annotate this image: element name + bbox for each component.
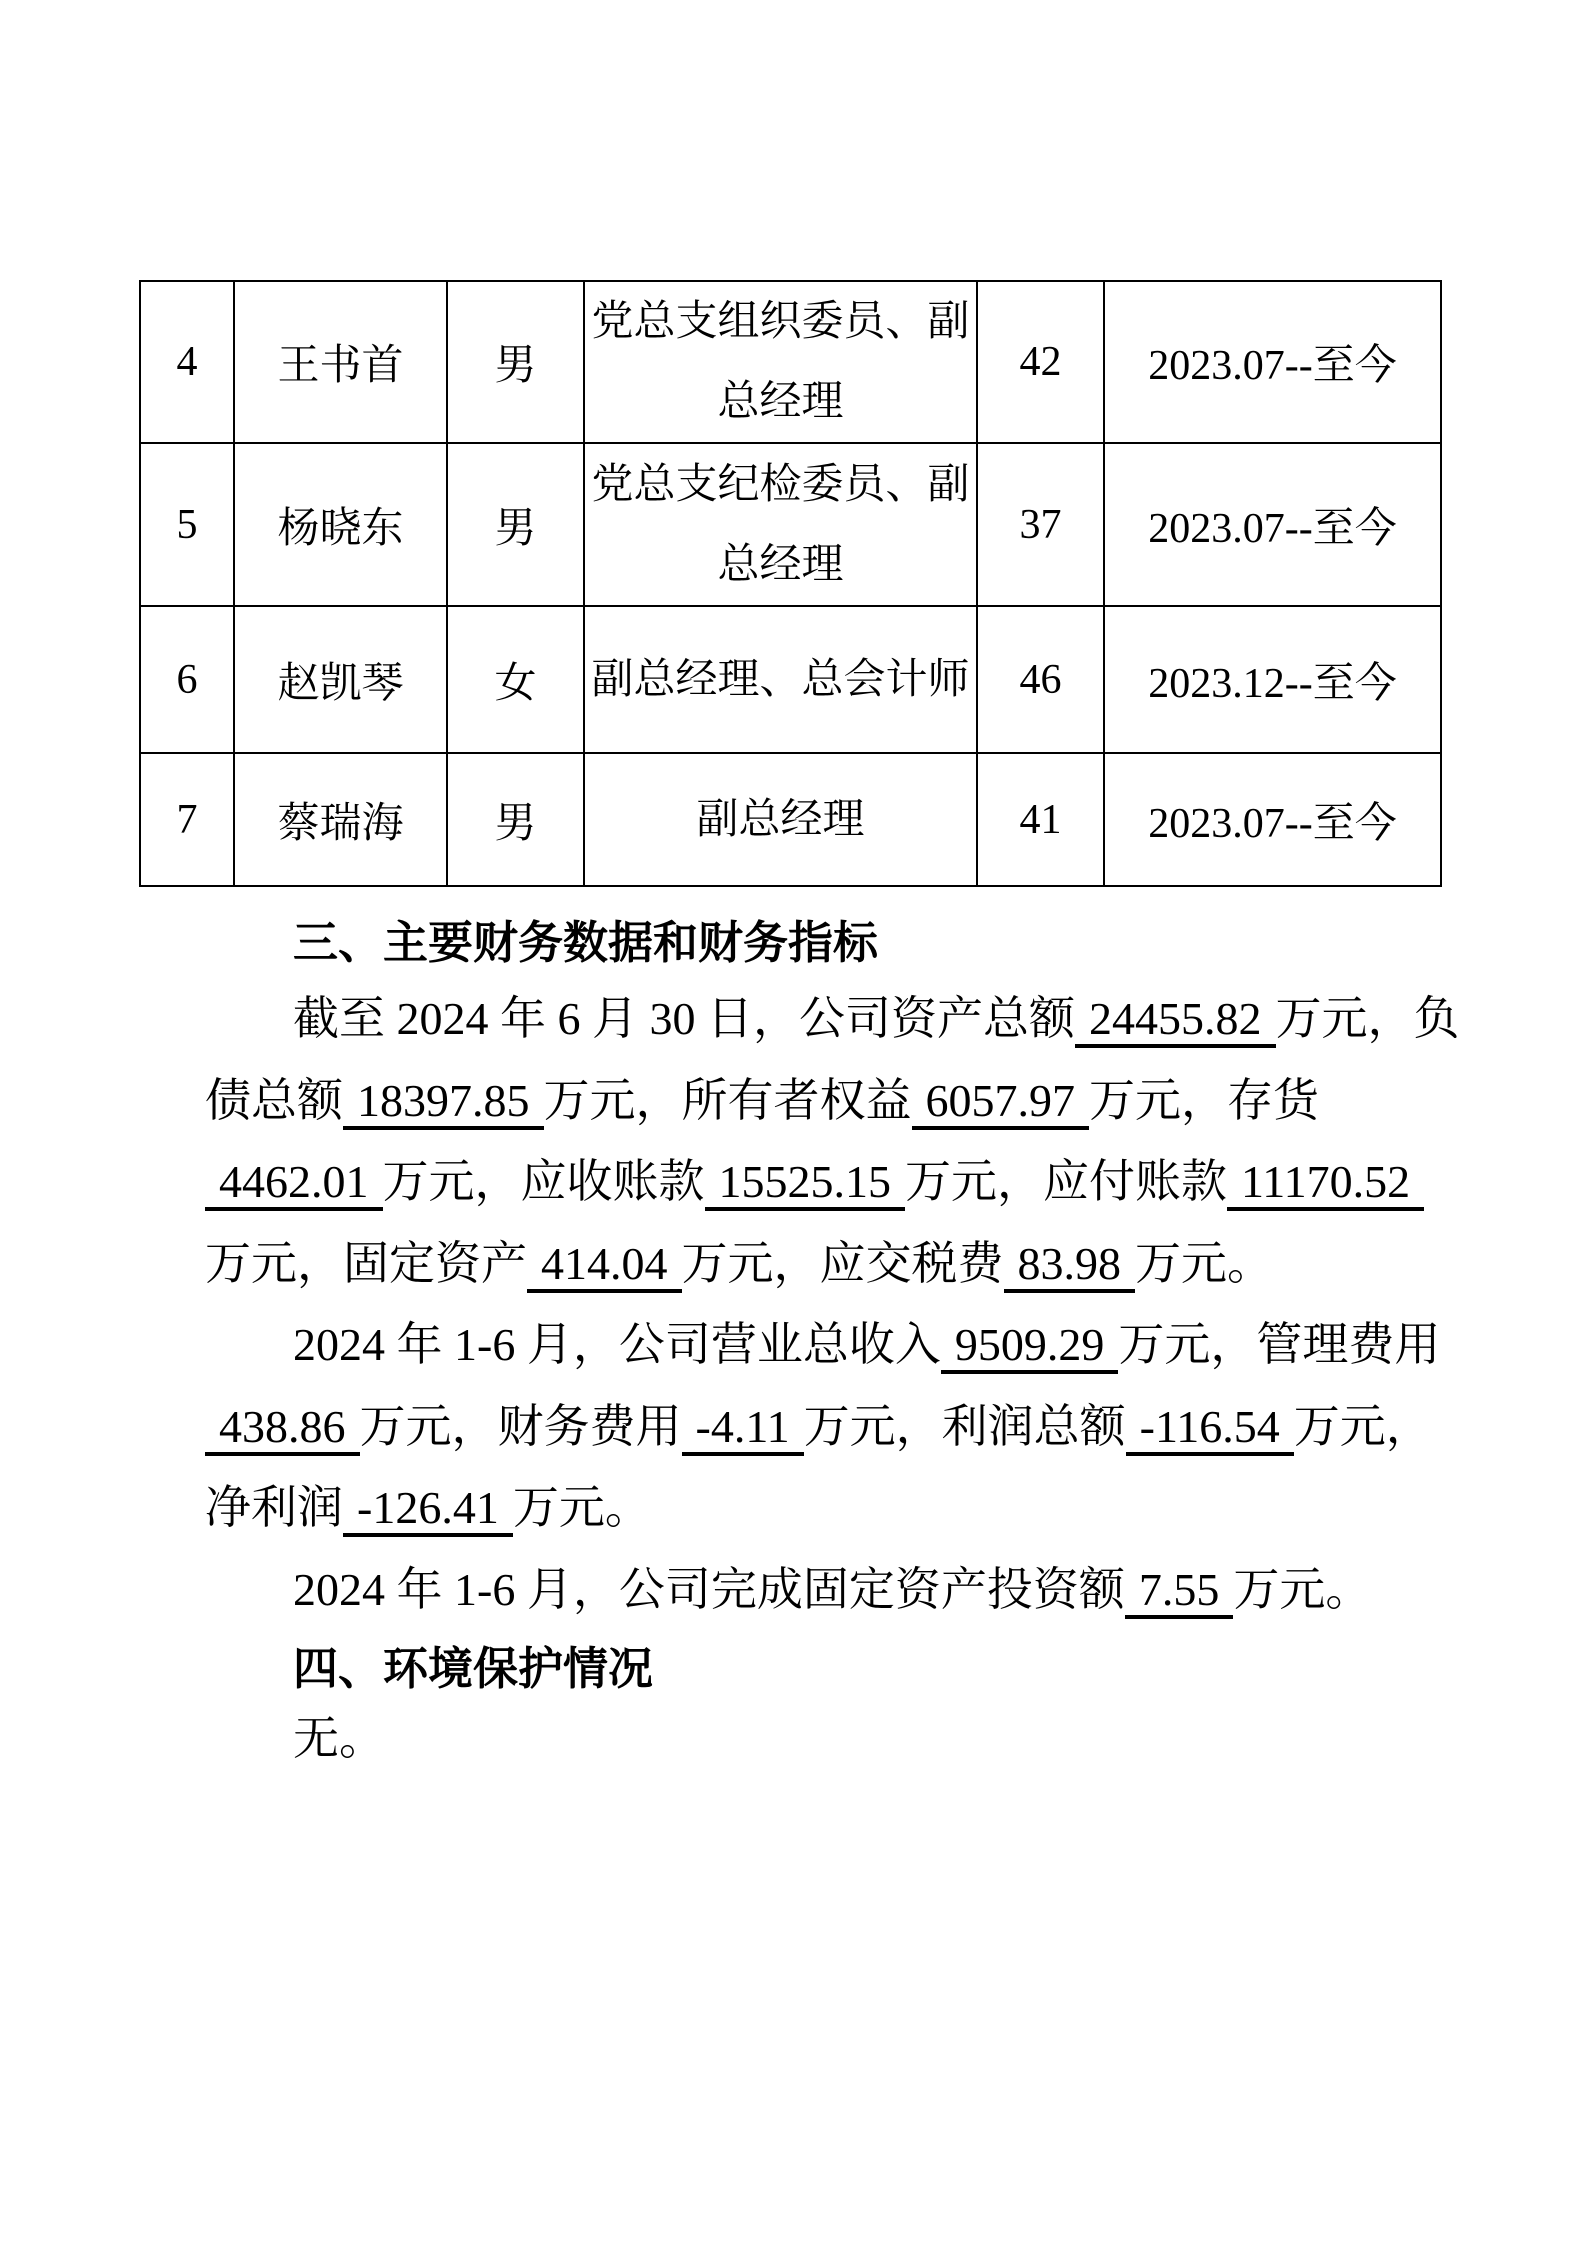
underlined-value: -4.11 <box>682 1401 804 1456</box>
officer-gender: 男 <box>447 281 584 443</box>
officer-no: 7 <box>140 753 234 886</box>
underlined-value: -116.54 <box>1126 1401 1294 1456</box>
officer-age: 46 <box>977 606 1104 753</box>
line-text: 万元。 <box>1135 1238 1273 1289</box>
officer-name: 王书首 <box>234 281 447 443</box>
officer-name: 蔡瑞海 <box>234 753 447 886</box>
underlined-value: 11170.52 <box>1227 1156 1424 1211</box>
line-text: 万元，固定资产 <box>205 1238 527 1289</box>
underlined-value: 18397.85 <box>343 1075 544 1130</box>
underlined-value: 414.04 <box>527 1238 682 1293</box>
line-text: 万元，管理费用 <box>1118 1319 1441 1370</box>
underlined-value: 7.55 <box>1125 1564 1234 1619</box>
line-text: 万元，应付账款 <box>905 1156 1227 1207</box>
table-row <box>140 606 1441 753</box>
finance-paragraph-line <box>293 1316 1440 1374</box>
line-text: 万元，负 <box>1275 993 1460 1044</box>
table-row <box>140 443 1441 606</box>
officer-name: 杨晓东 <box>234 443 447 606</box>
officer-gender: 女 <box>447 606 584 753</box>
line-text: 万元，利润总额 <box>803 1401 1126 1452</box>
officer-no: 5 <box>140 443 234 606</box>
officer-position: 副总经理、总会计师 <box>584 606 977 753</box>
underlined-value: 4462.01 <box>205 1156 383 1211</box>
line-text: 万元， <box>1293 1401 1432 1452</box>
line-text: 万元，所有者权益 <box>543 1075 912 1126</box>
environment-section-content: 无。 <box>293 1713 385 1764</box>
officer-position: 党总支组织委员、副总经理 <box>584 281 977 443</box>
officer-age: 37 <box>977 443 1104 606</box>
officer-position: 副总经理 <box>584 753 977 886</box>
finance-paragraph-line <box>205 1479 651 1537</box>
line-text: 2024 年 1-6 月，公司完成固定资产投资额 <box>293 1564 1125 1615</box>
finance-paragraph-line <box>205 1153 1424 1211</box>
officer-position: 党总支纪检委员、副总经理 <box>584 443 977 606</box>
line-text: 万元。 <box>1233 1564 1372 1615</box>
officer-name: 赵凯琴 <box>234 606 447 753</box>
underlined-value: 438.86 <box>205 1401 360 1456</box>
line-text: 万元，应收账款 <box>382 1156 705 1207</box>
line-text: 万元，财务费用 <box>359 1401 682 1452</box>
underlined-value: 6057.97 <box>912 1075 1090 1130</box>
officer-tenure: 2023.07--至今 <box>1104 281 1441 443</box>
finance-section-heading: 三、主要财务数据和财务指标 <box>293 917 879 968</box>
officer-tenure: 2023.12--至今 <box>1104 606 1441 753</box>
line-text: 万元，存货 <box>1089 1075 1319 1126</box>
underlined-value: 15525.15 <box>705 1156 906 1211</box>
line-text: 债总额 <box>205 1075 343 1126</box>
officer-age: 42 <box>977 281 1104 443</box>
underlined-value: -126.41 <box>343 1482 513 1537</box>
officer-age: 41 <box>977 753 1104 886</box>
line-text: 净利润 <box>205 1482 343 1533</box>
finance-paragraph-line <box>293 990 1460 1048</box>
officer-no: 6 <box>140 606 234 753</box>
underlined-value: 9509.29 <box>941 1319 1119 1374</box>
line-text: 万元。 <box>512 1482 651 1533</box>
officer-tenure: 2023.07--至今 <box>1104 753 1441 886</box>
officer-tenure: 2023.07--至今 <box>1104 443 1441 606</box>
officer-gender: 男 <box>447 443 584 606</box>
environment-section-heading: 四、环境保护情况 <box>293 1643 654 1694</box>
line-text: 2024 年 1-6 月，公司营业总收入 <box>293 1319 941 1370</box>
officer-gender: 男 <box>447 753 584 886</box>
table-row <box>140 281 1441 443</box>
line-text: 截至 2024 年 6 月 30 日，公司资产总额 <box>293 993 1075 1044</box>
underlined-value: 24455.82 <box>1075 993 1276 1048</box>
officer-no: 4 <box>140 281 234 443</box>
underlined-value: 83.98 <box>1004 1238 1136 1293</box>
finance-paragraph-line <box>205 1235 1273 1293</box>
table-row <box>140 753 1441 886</box>
officers-table <box>139 280 1442 887</box>
line-text: 万元，应交税费 <box>681 1238 1004 1289</box>
finance-paragraph-line <box>293 1561 1371 1619</box>
finance-paragraph-line <box>205 1072 1319 1130</box>
finance-paragraph-line <box>205 1398 1432 1456</box>
